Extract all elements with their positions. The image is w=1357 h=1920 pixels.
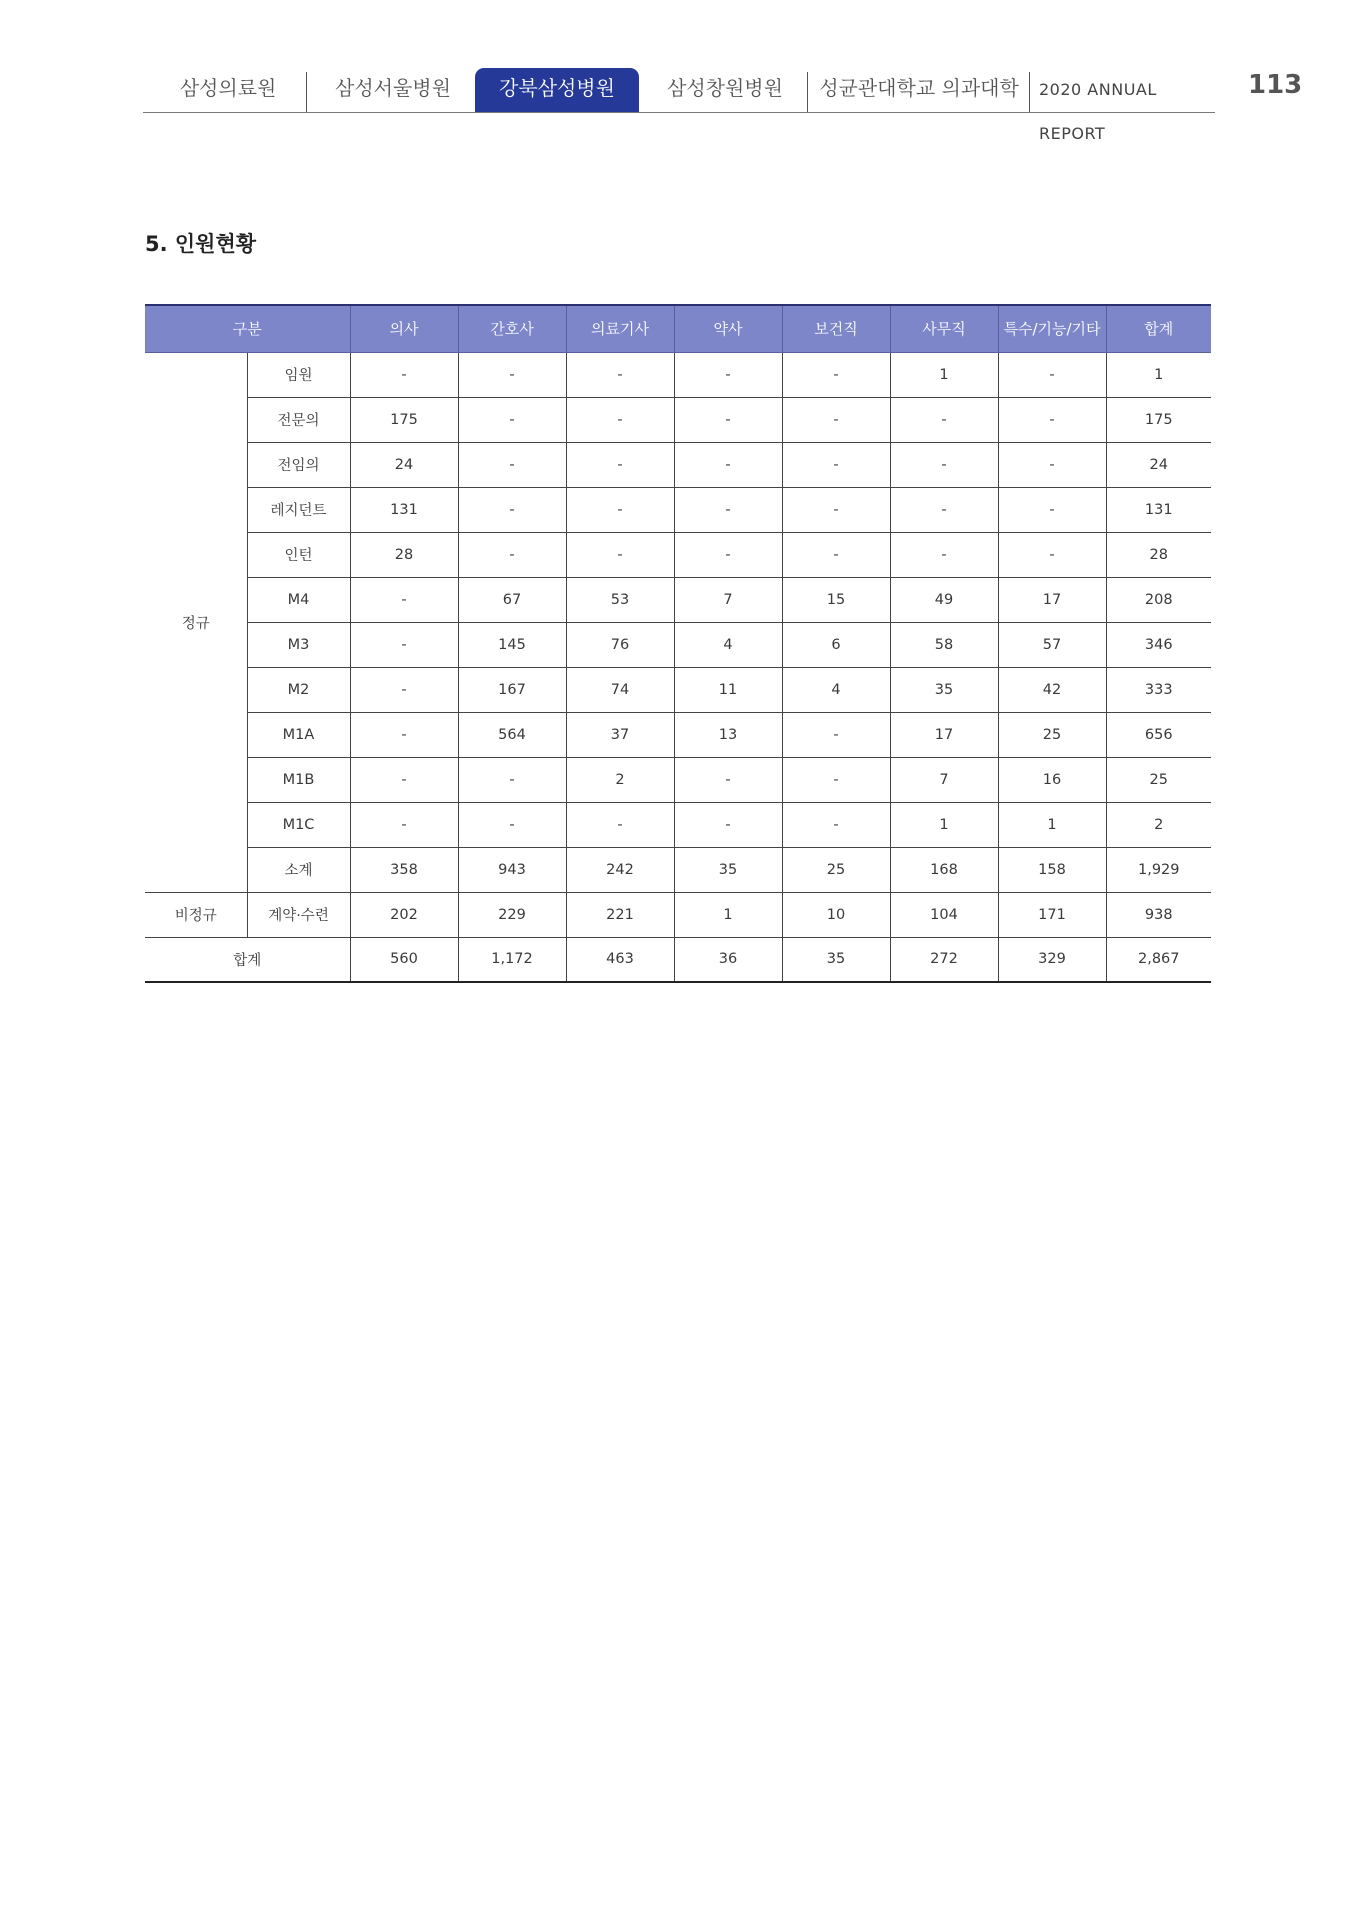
table-row [145,577,1211,622]
table-cell: 67 [458,577,566,622]
table-cell: 4 [674,622,782,667]
table-cell: 36 [674,937,782,982]
table-cell: 10 [782,892,890,937]
group-label-regular: 정규 [145,352,247,892]
table-cell: 25 [782,847,890,892]
tab-samsung-changwon-hospital[interactable]: 삼성창원병원 [667,76,783,100]
table-row [145,532,1211,577]
table-cell: 76 [566,622,674,667]
table-cell: 329 [998,937,1106,982]
table-cell: - [458,757,566,802]
table-cell: 333 [1106,667,1211,712]
table-cell: 17 [890,712,998,757]
table-row [145,757,1211,802]
page-number: 113 [1248,70,1303,100]
table-cell: 35 [782,937,890,982]
table-cell: - [998,487,1106,532]
table-cell: 272 [890,937,998,982]
column-header: 의사 [350,305,458,352]
table-cell: 15 [782,577,890,622]
table-cell: 13 [674,712,782,757]
table-cell: - [890,442,998,487]
table-cell: 24 [350,442,458,487]
table-header-row [145,305,1211,352]
table-cell: 58 [890,622,998,667]
table-cell: 28 [1106,532,1211,577]
table-cell: - [782,712,890,757]
table-cell: - [674,487,782,532]
column-header: 간호사 [458,305,566,352]
table-cell: - [674,532,782,577]
table-cell: 4 [782,667,890,712]
table-cell: 1 [1106,352,1211,397]
table-cell: - [782,487,890,532]
table-cell: 16 [998,757,1106,802]
column-header-category: 구분 [145,305,350,352]
table-cell: 145 [458,622,566,667]
table-cell: 7 [890,757,998,802]
table-cell: - [998,352,1106,397]
table-cell: - [674,757,782,802]
tab-samsung-seoul-hospital[interactable]: 삼성서울병원 [335,76,451,100]
table-cell: - [566,532,674,577]
table-row [145,802,1211,847]
table-cell: 57 [998,622,1106,667]
tab-samsung-medical-center[interactable]: 삼성의료원 [179,76,277,100]
table-cell: 131 [1106,487,1211,532]
table-cell: 25 [1106,757,1211,802]
table-cell: - [782,352,890,397]
column-header: 보건직 [782,305,890,352]
table-cell: - [458,442,566,487]
table-cell: 2 [566,757,674,802]
table-cell: 42 [998,667,1106,712]
table-row [145,892,1211,937]
table-cell: 1,172 [458,937,566,982]
nav-divider [306,72,307,112]
table-row [145,622,1211,667]
table-cell: - [458,532,566,577]
row-label: 임원 [247,352,350,397]
table-row [145,487,1211,532]
table-cell: 463 [566,937,674,982]
table-cell: - [998,532,1106,577]
table-cell: 167 [458,667,566,712]
table-cell: 158 [998,847,1106,892]
row-label: M2 [247,667,350,712]
column-header: 사무직 [890,305,998,352]
table-cell: 2 [1106,802,1211,847]
table-cell: 49 [890,577,998,622]
table-cell: - [674,352,782,397]
table-row [145,667,1211,712]
table-cell: 25 [998,712,1106,757]
table-cell: 175 [350,397,458,442]
table-cell: 24 [1106,442,1211,487]
table-cell: - [350,667,458,712]
column-header: 약사 [674,305,782,352]
row-label: M3 [247,622,350,667]
table-cell: 175 [1106,397,1211,442]
table-cell: - [458,802,566,847]
table-cell: 7 [674,577,782,622]
tab-kangbuk-samsung-hospital[interactable]: 강북삼성병원 [475,68,639,112]
table-cell: - [890,487,998,532]
table-cell: - [350,802,458,847]
table-cell: 202 [350,892,458,937]
table-cell: 564 [458,712,566,757]
table-row [145,397,1211,442]
table-cell: - [566,802,674,847]
table-cell: 35 [674,847,782,892]
table-cell: 104 [890,892,998,937]
table-cell: - [566,442,674,487]
table-cell: - [350,622,458,667]
hospital-nav [143,68,1215,143]
table-cell: 221 [566,892,674,937]
row-label: 전문의 [247,397,350,442]
table-cell: - [998,442,1106,487]
column-header: 의료기사 [566,305,674,352]
table-cell: 17 [998,577,1106,622]
table-cell: - [458,397,566,442]
table-cell: - [458,487,566,532]
row-label: 레지던트 [247,487,350,532]
table-cell: - [782,802,890,847]
table-cell: 2,867 [1106,937,1211,982]
table-cell: - [350,352,458,397]
group-label-nonregular: 비정규 [145,892,247,937]
table-cell: 208 [1106,577,1211,622]
nav-divider [1029,72,1030,112]
table-cell: 168 [890,847,998,892]
table-cell: 1 [890,352,998,397]
table-cell: 560 [350,937,458,982]
table-row [145,847,1211,892]
table-cell: 1,929 [1106,847,1211,892]
table-cell: 229 [458,892,566,937]
table-row [145,352,1211,397]
table-cell: 1 [890,802,998,847]
nav-divider [807,72,808,112]
table-cell: - [890,532,998,577]
table-cell: 1 [674,892,782,937]
table-cell: - [782,532,890,577]
table-cell: 131 [350,487,458,532]
table-cell: 346 [1106,622,1211,667]
table-cell: 1 [998,802,1106,847]
row-label: M1C [247,802,350,847]
table-cell: - [782,442,890,487]
table-cell: - [566,487,674,532]
table-row [145,442,1211,487]
table-cell: 74 [566,667,674,712]
table-cell: 358 [350,847,458,892]
section-title: 5. 인원현황 [145,232,257,256]
table-cell: - [674,802,782,847]
tab-skku-medicine[interactable]: 성균관대학교 의과대학 [819,76,1019,100]
table-cell: - [566,352,674,397]
total-label: 합계 [145,937,350,982]
table-cell: - [674,397,782,442]
table-row [145,712,1211,757]
table-cell: - [350,712,458,757]
row-label: M1A [247,712,350,757]
table-total-row [145,937,1211,982]
table-cell: - [890,397,998,442]
staff-table [145,304,1211,983]
row-label: M1B [247,757,350,802]
column-header: 합계 [1106,305,1211,352]
table-cell: 28 [350,532,458,577]
table-cell: - [350,577,458,622]
table-cell: 11 [674,667,782,712]
table-cell: - [674,442,782,487]
row-label: 소계 [247,847,350,892]
table-cell: 171 [998,892,1106,937]
table-cell: - [350,757,458,802]
column-header: 특수/기능/기타 [998,305,1106,352]
row-label: 전임의 [247,442,350,487]
table-cell: - [566,397,674,442]
table-cell: 656 [1106,712,1211,757]
row-label: 인턴 [247,532,350,577]
row-label: M4 [247,577,350,622]
table-cell: - [782,757,890,802]
table-cell: - [782,397,890,442]
table-cell: 35 [890,667,998,712]
table-cell: 938 [1106,892,1211,937]
annual-report-label: 2020 ANNUAL REPORT [1039,80,1157,143]
row-label: 계약·수련 [247,892,350,937]
table-cell: 242 [566,847,674,892]
table-cell: 37 [566,712,674,757]
table-cell: 943 [458,847,566,892]
table-cell: 53 [566,577,674,622]
table-cell: - [998,397,1106,442]
table-cell: - [458,352,566,397]
table-cell: 6 [782,622,890,667]
